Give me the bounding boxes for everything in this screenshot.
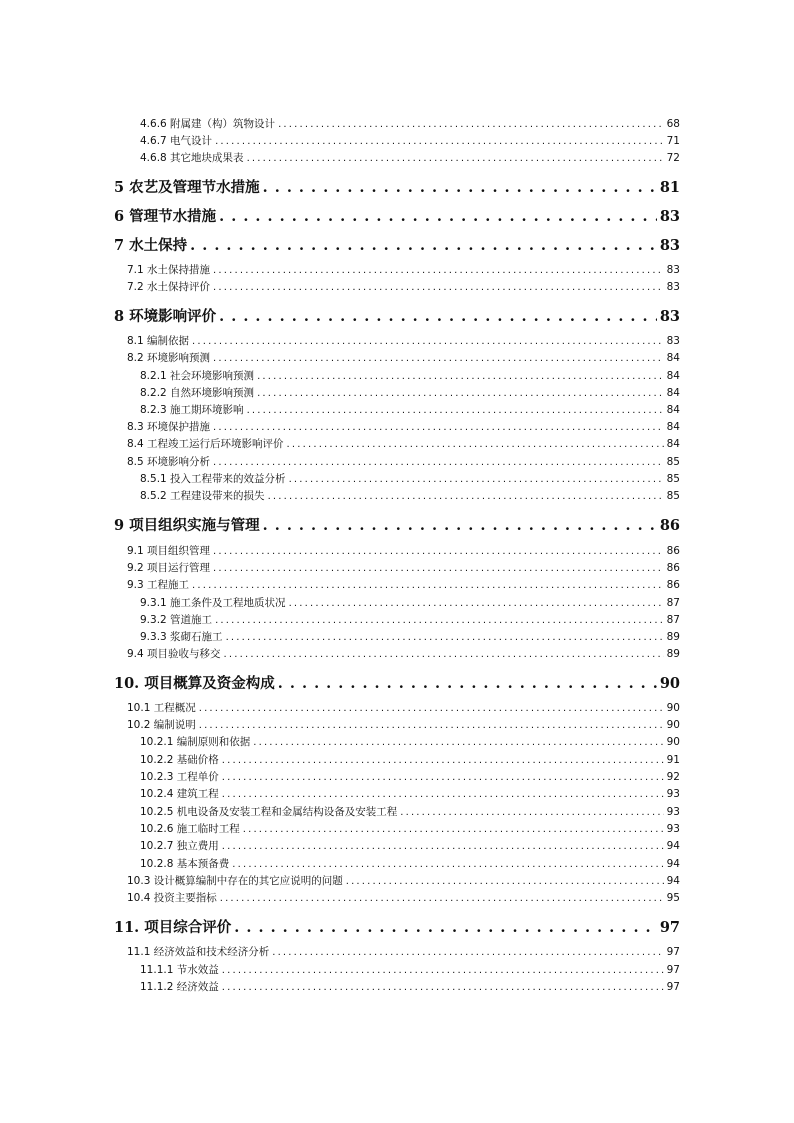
toc-entry-page-number: 85 (666, 490, 680, 502)
toc-entry-page-number: 83 (666, 264, 680, 276)
toc-entry-title: 9.3.1 施工条件及工程地质状况 (140, 597, 286, 609)
dot-leader (263, 517, 657, 534)
toc-entry-page-number: 97 (659, 919, 680, 936)
toc-entry-page-number: 68 (666, 118, 680, 130)
toc-entry-title: 8.2.3 施工期环境影响 (140, 404, 244, 416)
dot-leader (268, 490, 664, 502)
dot-leader (199, 719, 664, 731)
toc-entry[interactable] (140, 385, 680, 400)
toc-entry[interactable] (127, 560, 680, 575)
toc-entry-title: 8.3 环境保护措施 (127, 421, 211, 433)
toc-entry-page-number: 94 (666, 875, 680, 887)
toc-entry-page-number: 84 (666, 421, 680, 433)
toc-entry-page-number: 87 (666, 614, 680, 626)
toc-entry-page-number: 84 (666, 438, 680, 450)
dot-leader (219, 208, 657, 225)
toc-entry-title: 7 水土保持 (114, 237, 188, 254)
toc-entry[interactable] (127, 944, 680, 959)
toc-entry[interactable] (140, 786, 680, 801)
dot-leader (219, 308, 657, 325)
toc-entry-page-number: 85 (666, 473, 680, 485)
toc-entry-title: 10.3 设计概算编制中存在的其它应说明的问题 (127, 875, 343, 887)
toc-entry-page-number: 89 (666, 631, 680, 643)
toc-entry-title: 9.3.2 管道施工 (140, 614, 213, 626)
toc-entry-page-number: 87 (666, 597, 680, 609)
dot-leader (192, 335, 664, 347)
toc-entry[interactable] (127, 717, 680, 732)
toc-entry-title: 11.1 经济效益和技术经济分析 (127, 946, 270, 958)
toc-entry[interactable] (140, 488, 680, 503)
dot-leader (213, 281, 664, 293)
toc-entry-page-number: 85 (666, 456, 680, 468)
toc-entry-title: 10.2.1 编制原则和依据 (140, 736, 251, 748)
dot-leader (232, 858, 663, 870)
toc-entry-title: 11. 项目综合评价 (114, 919, 232, 936)
toc-entry-title: 8.5.1 投入工程带来的效益分析 (140, 473, 286, 485)
toc-entry[interactable] (140, 402, 680, 417)
toc-entry[interactable] (114, 305, 680, 325)
toc-entry-page-number: 95 (666, 892, 680, 904)
toc-entry-page-number: 90 (659, 675, 680, 692)
dot-leader (215, 135, 664, 147)
toc-entry[interactable] (127, 436, 680, 451)
toc-entry[interactable] (140, 856, 680, 871)
dot-leader (253, 736, 663, 748)
toc-entry[interactable] (140, 595, 680, 610)
toc-entry[interactable] (127, 279, 680, 294)
dot-leader (226, 631, 664, 643)
toc-entry[interactable] (127, 419, 680, 434)
toc-entry-page-number: 83 (659, 308, 680, 325)
dot-leader (199, 702, 664, 714)
dot-leader (192, 579, 664, 591)
toc-entry-title: 8.5.2 工程建设带来的损失 (140, 490, 265, 502)
toc-entry[interactable] (127, 577, 680, 592)
dot-leader (222, 964, 664, 976)
toc-entry-title: 10.4 投资主要指标 (127, 892, 217, 904)
toc-entry-page-number: 93 (666, 788, 680, 800)
toc-entry-title: 11.1.1 节水效益 (140, 964, 219, 976)
dot-leader (400, 806, 663, 818)
toc-entry-title: 10.1 工程概况 (127, 702, 196, 714)
toc-entry-page-number: 93 (666, 823, 680, 835)
dot-leader (278, 675, 657, 692)
toc-entry-page-number: 84 (666, 370, 680, 382)
toc-entry[interactable] (127, 890, 680, 905)
toc-entry-title: 8.2 环境影响预测 (127, 352, 211, 364)
toc-entry-title: 9.4 项目验收与移交 (127, 648, 221, 660)
toc-entry-title: 11.1.2 经济效益 (140, 981, 219, 993)
toc-entry[interactable] (140, 821, 680, 836)
toc-entry[interactable] (140, 133, 680, 148)
toc-entry-title: 7.1 水土保持措施 (127, 264, 211, 276)
toc-entry[interactable] (140, 368, 680, 383)
toc-entry[interactable] (140, 962, 680, 977)
toc-entry[interactable] (140, 612, 680, 627)
toc-entry[interactable] (127, 543, 680, 558)
dot-leader (213, 421, 664, 433)
toc-entry[interactable] (114, 514, 680, 534)
toc-entry-title: 10.2.4 建筑工程 (140, 788, 219, 800)
toc-entry-page-number: 83 (666, 335, 680, 347)
toc-entry-title: 4.6.7 电气设计 (140, 135, 213, 147)
dot-leader (346, 875, 664, 887)
toc-entry[interactable] (127, 873, 680, 888)
dot-leader (213, 562, 664, 574)
dot-leader (213, 264, 664, 276)
toc-entry-page-number: 89 (666, 648, 680, 660)
dot-leader (215, 614, 664, 626)
toc-entry-title: 9.3.3 浆砌石施工 (140, 631, 223, 643)
toc-entry-page-number: 90 (666, 719, 680, 731)
toc-entry[interactable] (140, 752, 680, 767)
toc-entry[interactable] (127, 454, 680, 469)
dot-leader (222, 754, 664, 766)
toc-entry-title: 7.2 水土保持评价 (127, 281, 211, 293)
toc-entry-page-number: 90 (666, 736, 680, 748)
toc-entry[interactable] (127, 262, 680, 277)
dot-leader (263, 179, 657, 196)
toc-entry-title: 8.1 编制依据 (127, 335, 190, 347)
toc-entry-title: 9.2 项目运行管理 (127, 562, 211, 574)
toc-entry-page-number: 83 (659, 237, 680, 254)
toc-entry-title: 10.2.6 施工临时工程 (140, 823, 240, 835)
toc-entry[interactable] (127, 646, 680, 661)
toc-entry-title: 6 管理节水措施 (114, 208, 217, 225)
dot-leader (278, 118, 664, 130)
toc-entry-page-number: 83 (666, 281, 680, 293)
toc-entry-page-number: 91 (666, 754, 680, 766)
dot-leader (222, 981, 664, 993)
toc-entry[interactable] (140, 734, 680, 749)
toc-entry[interactable] (114, 234, 680, 254)
toc-entry-page-number: 94 (666, 840, 680, 852)
toc-entry[interactable] (140, 471, 680, 486)
toc-entry-title: 9.3 工程施工 (127, 579, 190, 591)
toc-entry-page-number: 97 (666, 946, 680, 958)
dot-leader (234, 919, 657, 936)
toc-entry[interactable] (140, 629, 680, 644)
toc-entry[interactable] (114, 176, 680, 196)
toc-entry-page-number: 92 (666, 771, 680, 783)
toc-entry[interactable] (114, 672, 680, 692)
toc-entry-title: 10.2.5 机电设备及安装工程和金属结构设备及安装工程 (140, 806, 398, 818)
dot-leader (222, 788, 664, 800)
toc-entry-page-number: 84 (666, 404, 680, 416)
toc-entry-title: 4.6.6 附属建（构）筑物设计 (140, 118, 276, 130)
toc-entry-title: 8 环境影响评价 (114, 308, 217, 325)
dot-leader (257, 387, 664, 399)
toc-entry-page-number: 86 (666, 579, 680, 591)
toc-entry-title: 10.2.8 基本预备费 (140, 858, 230, 870)
dot-leader (289, 473, 664, 485)
toc-entry-title: 5 农艺及管理节水措施 (114, 179, 260, 196)
toc-entry[interactable] (127, 333, 680, 348)
toc-entry-page-number: 81 (659, 179, 680, 196)
toc-entry[interactable] (140, 116, 680, 131)
toc-entry-title: 10.2.7 独立费用 (140, 840, 219, 852)
dot-leader (289, 597, 664, 609)
toc-entry[interactable] (140, 838, 680, 853)
toc-entry-title: 10.2.2 基础价格 (140, 754, 219, 766)
dot-leader (257, 370, 664, 382)
toc-entry-title: 9 项目组织实施与管理 (114, 517, 260, 534)
toc-entry-title: 8.2.1 社会环境影响预测 (140, 370, 255, 382)
dot-leader (247, 152, 664, 164)
dot-leader (190, 237, 657, 254)
toc-entry-page-number: 83 (659, 208, 680, 225)
toc-entry-title: 4.6.8 其它地块成果表 (140, 152, 244, 164)
toc-entry-title: 10.2.3 工程单价 (140, 771, 219, 783)
dot-leader (272, 946, 663, 958)
dot-leader (287, 438, 664, 450)
toc-entry[interactable] (127, 350, 680, 365)
toc-entry[interactable] (114, 205, 680, 225)
toc-entry-page-number: 84 (666, 387, 680, 399)
toc-entry[interactable] (114, 916, 680, 936)
toc-entry[interactable] (140, 769, 680, 784)
toc-entry-page-number: 84 (666, 352, 680, 364)
toc-entry-title: 10. 项目概算及资金构成 (114, 675, 275, 692)
dot-leader (220, 892, 664, 904)
toc-entry-page-number: 93 (666, 806, 680, 818)
toc-entry-title: 8.5 环境影响分析 (127, 456, 211, 468)
dot-leader (213, 456, 664, 468)
toc-entry-page-number: 86 (659, 517, 680, 534)
dot-leader (243, 823, 664, 835)
dot-leader (213, 352, 664, 364)
toc-entry-page-number: 86 (666, 545, 680, 557)
dot-leader (247, 404, 664, 416)
toc-entry-page-number: 72 (666, 152, 680, 164)
toc-entry-title: 8.4 工程竣工运行后环境影响评价 (127, 438, 284, 450)
toc-entry[interactable] (140, 150, 680, 165)
toc-entry-page-number: 71 (666, 135, 680, 147)
toc-entry-page-number: 94 (666, 858, 680, 870)
toc-entry-page-number: 97 (666, 981, 680, 993)
dot-leader (222, 840, 664, 852)
toc-entry-page-number: 90 (666, 702, 680, 714)
toc-entry-title: 9.1 项目组织管理 (127, 545, 211, 557)
toc-entry[interactable] (127, 700, 680, 715)
toc-entry-page-number: 97 (666, 964, 680, 976)
toc-entry[interactable] (140, 804, 680, 819)
toc-entry-title: 8.2.2 自然环境影响预测 (140, 387, 255, 399)
dot-leader (224, 648, 664, 660)
dot-leader (213, 545, 664, 557)
toc-entry-title: 10.2 编制说明 (127, 719, 196, 731)
toc-entry-page-number: 86 (666, 562, 680, 574)
dot-leader (222, 771, 664, 783)
toc-entry[interactable] (140, 979, 680, 994)
